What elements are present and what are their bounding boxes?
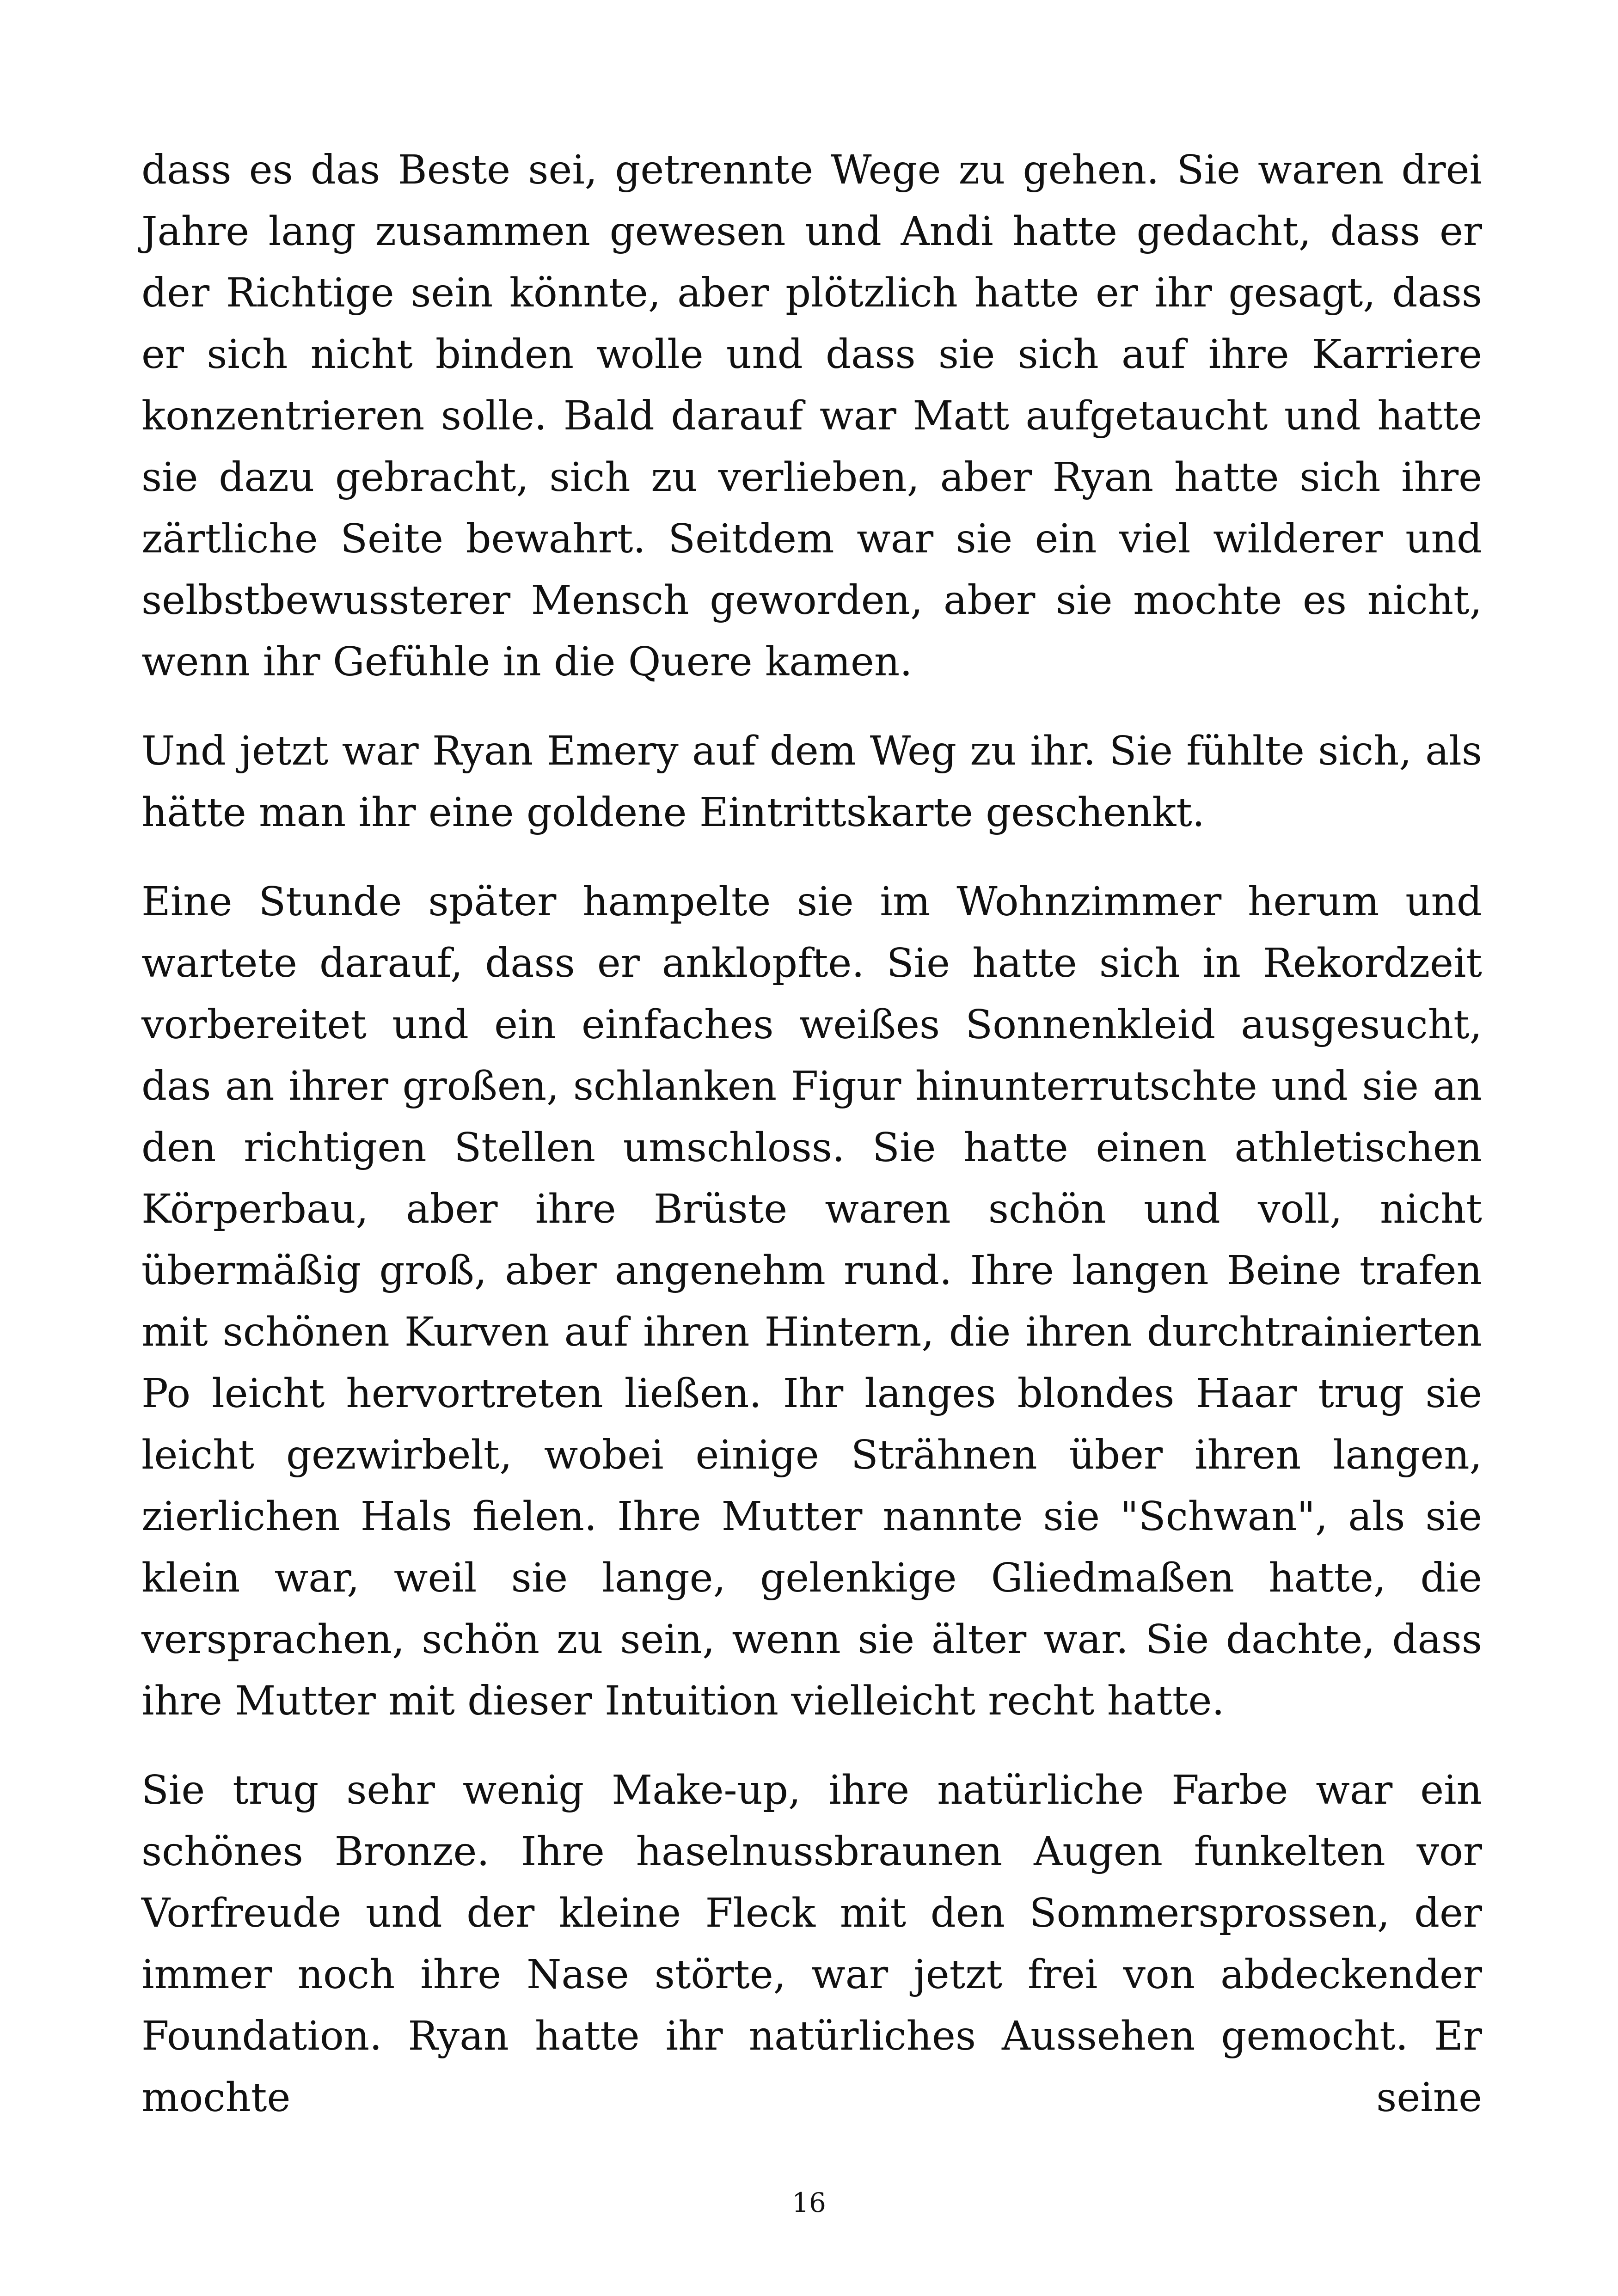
paragraph: Eine Stunde später hampelte sie im Wohnzimmer herum und wartete darauf, dass er anklopfte. Sie hatte sich in Rekordzeit vorbereitet und ein einfaches weißes Sonnenkleid ausgesucht, das an ihrer großen, schlanken Figur hinunterrutschte und sie an den richtigen Stellen umschloss. Sie hatte einen athletischen Körperbau, aber ihre Brüste waren schön und voll, nicht übermäßig groß, aber angenehm rund. Ihre langen Beine trafen mit schönen Kurven auf ihren Hintern, die ihren durchtrainierten Po leicht hervortreten ließen. Ihr langes blondes Haar trug sie leicht gezwirbelt, wobei einige Strähnen über ihren langen, zierlichen Hals fielen. Ihre Mutter nannte sie "Schwan", als sie klein war, weil sie lange, gelenkige Gliedmaßen hatte, die versprachen, schön zu sein, wenn sie älter war. Sie dachte, dass ihre Mutter mit dieser Intuition vielleicht recht hatte. (141, 879, 1482, 1724)
body-text (141, 140, 1482, 2129)
paragraph: Sie trug sehr wenig Make-up, ihre natürliche Farbe war ein schönes Bronze. Ihre haselnussbraunen Augen funkelten vor Vorfreude und der kleine Fleck mit den Sommersprossen, der immer noch ihre Nase störte, war jetzt frei von abdeckender Foundation. Ryan hatte ihr natürliches Aussehen gemocht. Er mochte seine (141, 1767, 1482, 2121)
paragraph: Und jetzt war Ryan Emery auf dem Weg zu ihr. Sie fühlte sich, als hätte man ihr eine goldene Eintrittskarte geschenkt. (141, 728, 1482, 836)
page-number: 16 (792, 2187, 826, 2218)
paragraph: dass es das Beste sei, getrennte Wege zu gehen. Sie waren drei Jahre lang zusammen gewesen und Andi hatte gedacht, dass er der Richtige sein könnte, aber plötzlich hatte er ihr gesagt, dass er sich nicht binden wolle und dass sie sich auf ihre Karriere konzentrieren solle. Bald darauf war Matt aufgetaucht und hatte sie dazu gebracht, sich zu verlieben, aber Ryan hatte sich ihre zärtliche Seite bewahrt. Seitdem war sie ein viel wilderer und selbstbewussterer Mensch geworden, aber sie mochte es nicht, wenn ihr Gefühle in die Quere kamen. (141, 147, 1482, 685)
